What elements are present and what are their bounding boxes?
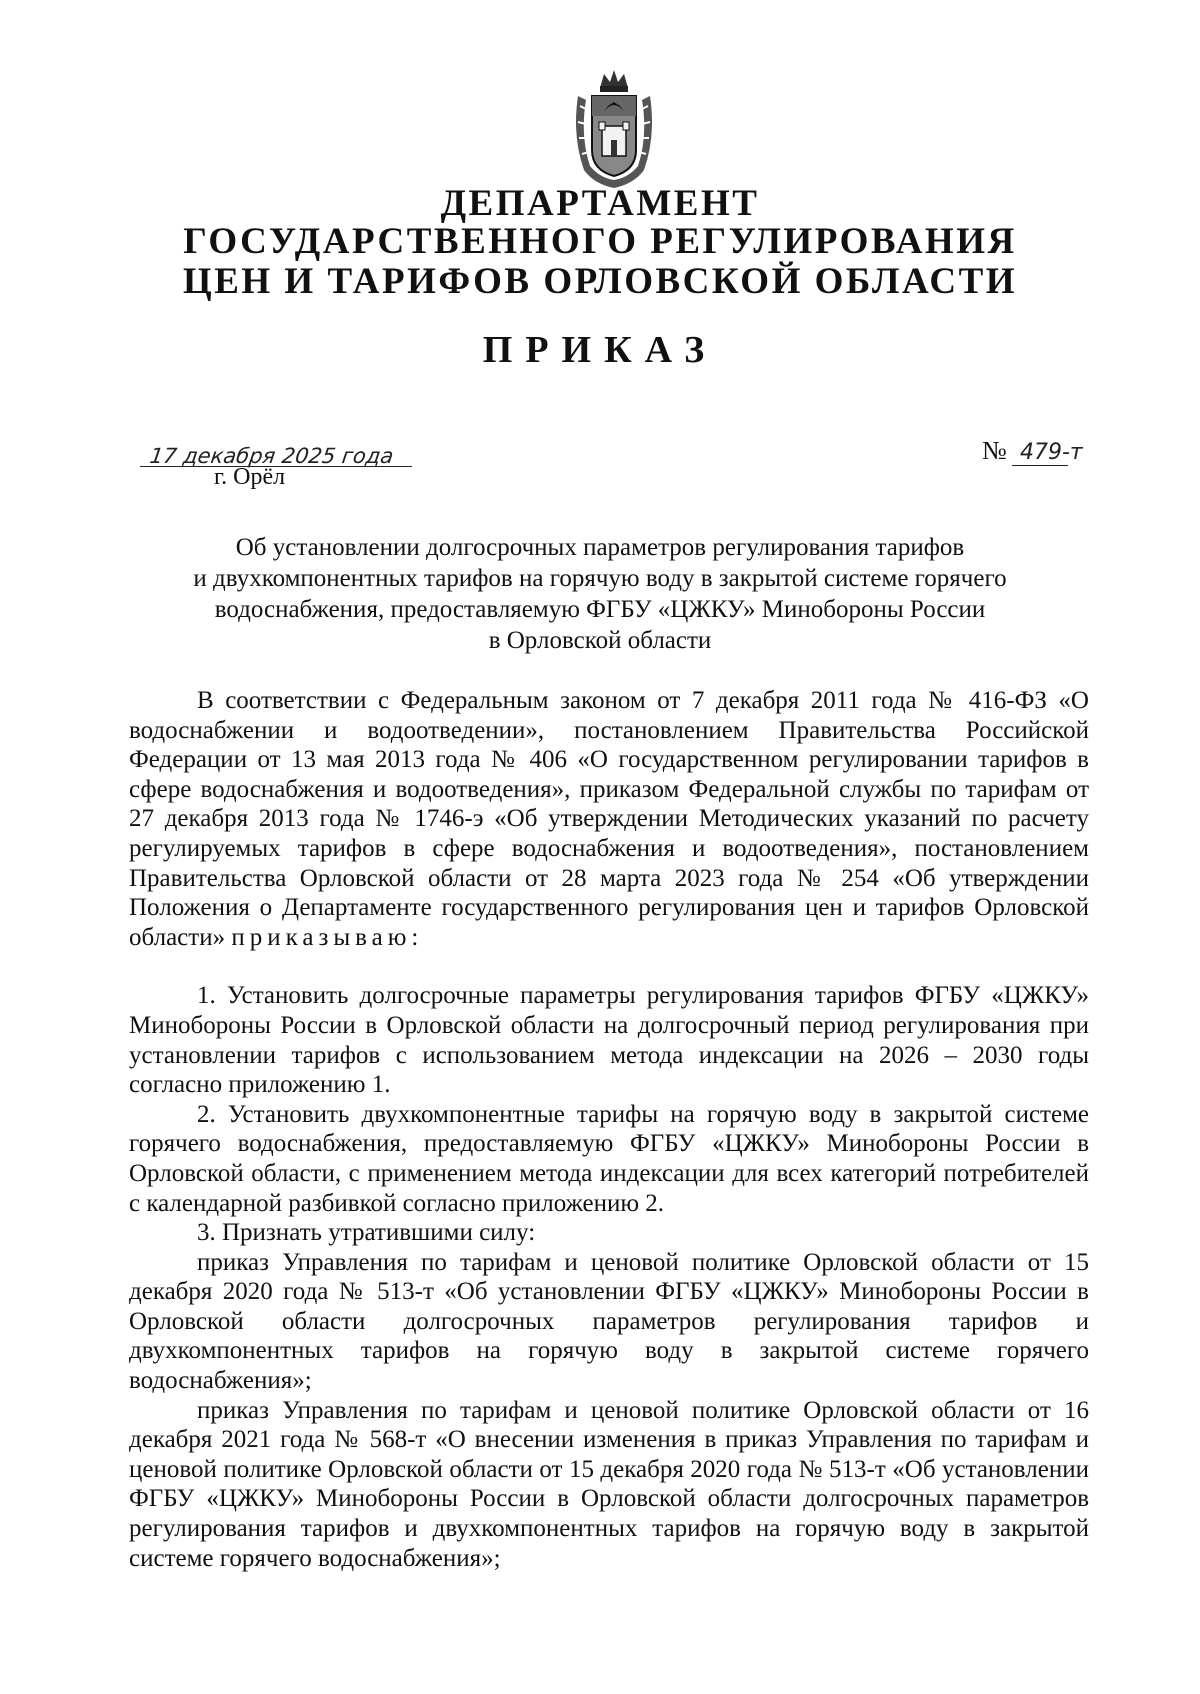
department-name-line1: ДЕПАРТАМЕНТ [440,183,760,224]
department-name-line3: ЦЕН И ТАРИФОВ ОРЛОВСКОЙ ОБЛАСТИ [182,261,1018,302]
department-name-line2: ГОСУДАРСТВЕННОГО РЕГУЛИРОВАНИЯ [183,221,1017,262]
item-3: 3. Признать утратившими силу: [197,1219,536,1247]
order-title [160,532,1040,656]
order-body [129,686,1089,1573]
number-label: № [982,436,1007,465]
item-1: 1. Установить долгосрочные параметры регулирования тарифов ФГБУ «ЦЖКУ» Минобороны России в Орловской области на долгосрочный период регулирования при установлении тарифов с использованием метода индексации на 2026 – 2030 годы согласно приложению 1. [129,982,1089,1099]
preamble-text: В соответствии с Федеральным законом от 7 декабря 2011 года № 416-ФЗ «О водоснабжении и водоотведении», постановлением Правительства Российской Федерации от 13 мая 2013 года № 406 «О государственном регулировании тарифов в сфере водоснабжения и водоотведения», приказом Федеральной службы по тарифам от 27 декабря 2013 года № 1746-э «Об утверждении Методических указаний по расчету регулируемых тарифов в сфере водоснабжения и водоотведения», постановлением Правительства Орловской области от 28 марта 2023 года № 254 «Об утверждении Положения о Департаменте государственного регулирования цен и тарифов Орловской области» [129,687,1089,951]
document-type: ПРИКАЗ [482,329,718,371]
order-word: приказываю: [231,923,424,951]
item-2: 2. Установить двухкомпонентные тарифы на горячую воду в закрытой системе горячего водоснабжения, предоставляемую ФГБУ «ЦЖКУ» Минобороны России в Орловской области, с применением метода индексации для всех категорий потребителей с календарной разбивкой согласно приложению 2. [129,1100,1089,1217]
number-underline [1012,465,1068,466]
title-line: Об установлении долгосрочных параметров регулирования тарифов [235,534,965,561]
coat-of-arms-icon [570,66,658,190]
handwritten-date: 17 декабря 2025 года [148,444,396,468]
city: г. Орёл [214,464,286,490]
title-line: водоснабжения, предоставляемую ФГБУ «ЦЖКУ» Минобороны России [214,596,986,623]
item-3-subitem: приказ Управления по тарифам и ценовой политике Орловской области от 15 декабря 2020 года № 513-т «Об установлении ФГБУ «ЦЖКУ» Минобороны России в Орловской области долгосрочных параметров регулирования тарифов и двухкомпонентных тарифов на горячую воду в закрытой системе горячего водоснабжения»; [129,1248,1089,1395]
title-line: и двухкомпонентных тарифов на горячую воду в закрытой системе горячего [193,565,1007,592]
title-line: в Орловской области [488,627,712,654]
preamble-paragraph [129,686,1089,952]
handwritten-number: 479-т [1020,440,1083,465]
item-3-subitem: приказ Управления по тарифам и ценовой политике Орловской области от 16 декабря 2021 года № 568-т «О внесении изменения в приказ Управления по тарифам и ценовой политике Орловской области от 15 декабря 2020 года № 513-т «Об установлении ФГБУ «ЦЖКУ» Минобороны России в Орловской области долгосрочных параметров регулирования тарифов и двухкомпонентных тарифов на горячую воду в закрытой системе горячего водоснабжения»; [129,1396,1089,1572]
